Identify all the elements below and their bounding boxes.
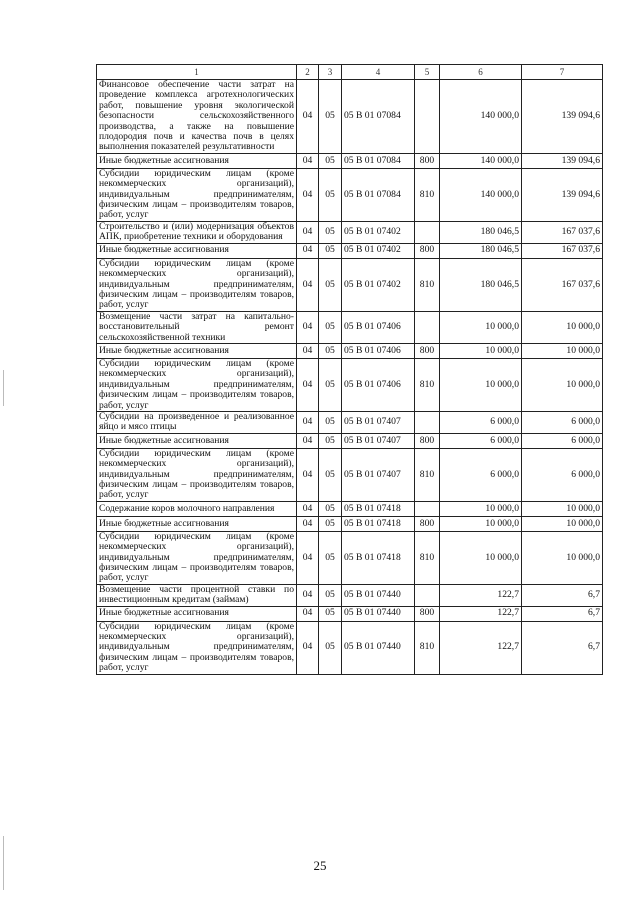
amount-planned-cell: 10 000,0 <box>440 358 522 411</box>
subsection-cell: 05 <box>319 358 342 411</box>
subsection-cell: 05 <box>319 153 342 168</box>
amount-executed-cell: 6 000,0 <box>522 448 603 501</box>
row-name-cell: Субсидии на произведенное и реализованное яйцо и мясо птицы <box>97 411 297 433</box>
row-name-cell: Иные бюджетные ассигнования <box>97 243 297 258</box>
target-article-cell: 05 В 01 07440 <box>342 584 415 606</box>
row-name-cell: Иные бюджетные ассигнования <box>97 343 297 358</box>
column-header: 1 <box>97 65 297 80</box>
amount-executed-cell: 10 000,0 <box>522 311 603 343</box>
expense-type-cell <box>415 584 440 606</box>
target-article-cell: 05 В 01 07407 <box>342 411 415 433</box>
amount-planned-cell: 10 000,0 <box>440 516 522 531</box>
amount-executed-cell: 10 000,0 <box>522 501 603 516</box>
subsection-cell: 05 <box>319 501 342 516</box>
expense-type-cell: 800 <box>415 606 440 621</box>
expense-type-cell <box>415 221 440 243</box>
target-article-cell: 05 В 01 07407 <box>342 448 415 501</box>
target-article-cell: 05 В 01 07440 <box>342 606 415 621</box>
amount-planned-cell: 180 046,5 <box>440 221 522 243</box>
table-row <box>97 168 603 221</box>
expense-type-cell: 800 <box>415 153 440 168</box>
amount-executed-cell: 6 000,0 <box>522 411 603 433</box>
section-cell: 04 <box>297 448 319 501</box>
amount-executed-cell: 139 094,6 <box>522 153 603 168</box>
target-article-cell: 05 В 01 07407 <box>342 433 415 448</box>
target-article-cell: 05 В 01 07402 <box>342 258 415 311</box>
expense-type-cell <box>415 311 440 343</box>
amount-executed-cell: 6,7 <box>522 621 603 674</box>
amount-planned-cell: 10 000,0 <box>440 311 522 343</box>
column-header: 5 <box>415 65 440 80</box>
subsection-cell: 05 <box>319 311 342 343</box>
amount-executed-cell: 167 037,6 <box>522 243 603 258</box>
table-row <box>97 501 603 516</box>
row-name-cell: Иные бюджетные ассигнования <box>97 606 297 621</box>
row-name-cell: Субсидии юридическим лицам (кроме некоммерческих организаций), индивидуальным предпринимателям, физическим лицам – производителям товаров, работ, услуг <box>97 621 297 674</box>
expense-type-cell: 810 <box>415 621 440 674</box>
subsection-cell: 05 <box>319 80 342 154</box>
row-name-cell: Возмещение части процентной ставки по инвестиционным кредитам (займам) <box>97 584 297 606</box>
expense-type-cell: 810 <box>415 258 440 311</box>
table-row <box>97 411 603 433</box>
row-name-cell: Субсидии юридическим лицам (кроме некоммерческих организаций), индивидуальным предпринимателям, физическим лицам – производителям товаров, работ, услуг <box>97 531 297 584</box>
expense-type-cell: 800 <box>415 343 440 358</box>
amount-executed-cell: 10 000,0 <box>522 343 603 358</box>
scan-mark <box>3 836 4 890</box>
budget-table <box>96 64 603 675</box>
subsection-cell: 05 <box>319 433 342 448</box>
subsection-cell: 05 <box>319 584 342 606</box>
target-article-cell: 05 В 01 07084 <box>342 80 415 154</box>
column-header: 4 <box>342 65 415 80</box>
column-header: 3 <box>319 65 342 80</box>
section-cell: 04 <box>297 606 319 621</box>
table-body <box>97 80 603 675</box>
row-name-cell: Иные бюджетные ассигнования <box>97 433 297 448</box>
table-row <box>97 516 603 531</box>
header-row <box>97 65 603 80</box>
table-row <box>97 606 603 621</box>
table-row <box>97 153 603 168</box>
target-article-cell: 05 В 01 07084 <box>342 168 415 221</box>
amount-executed-cell: 10 000,0 <box>522 358 603 411</box>
column-header: 2 <box>297 65 319 80</box>
amount-planned-cell: 180 046,5 <box>440 258 522 311</box>
subsection-cell: 05 <box>319 343 342 358</box>
row-name-cell: Субсидии юридическим лицам (кроме некоммерческих организаций), индивидуальным предпринимателям, физическим лицам – производителям товаров, работ, услуг <box>97 258 297 311</box>
section-cell: 04 <box>297 411 319 433</box>
scan-mark <box>3 370 4 406</box>
section-cell: 04 <box>297 501 319 516</box>
subsection-cell: 05 <box>319 621 342 674</box>
target-article-cell: 05 В 01 07406 <box>342 358 415 411</box>
section-cell: 04 <box>297 531 319 584</box>
table-row <box>97 448 603 501</box>
amount-planned-cell: 6 000,0 <box>440 448 522 501</box>
amount-planned-cell: 10 000,0 <box>440 531 522 584</box>
table-row <box>97 80 603 154</box>
column-header: 6 <box>440 65 522 80</box>
section-cell: 04 <box>297 343 319 358</box>
row-name-cell: Возмещение части затрат на капитально-восстановительный ремонт сельскохозяйственной техники <box>97 311 297 343</box>
amount-planned-cell: 6 000,0 <box>440 411 522 433</box>
amount-planned-cell: 140 000,0 <box>440 80 522 154</box>
subsection-cell: 05 <box>319 168 342 221</box>
table-row <box>97 433 603 448</box>
section-cell: 04 <box>297 584 319 606</box>
row-name-cell: Содержание коров молочного направления <box>97 501 297 516</box>
section-cell: 04 <box>297 433 319 448</box>
expense-type-cell: 810 <box>415 531 440 584</box>
row-name-cell: Иные бюджетные ассигнования <box>97 516 297 531</box>
subsection-cell: 05 <box>319 221 342 243</box>
column-header: 7 <box>522 65 603 80</box>
subsection-cell: 05 <box>319 606 342 621</box>
amount-executed-cell: 10 000,0 <box>522 531 603 584</box>
page-number: 25 <box>313 858 327 873</box>
target-article-cell: 05 В 01 07418 <box>342 516 415 531</box>
target-article-cell: 05 В 01 07406 <box>342 343 415 358</box>
table-row <box>97 258 603 311</box>
amount-executed-cell: 10 000,0 <box>522 516 603 531</box>
table-row <box>97 358 603 411</box>
row-name-cell: Иные бюджетные ассигнования <box>97 153 297 168</box>
row-name-cell: Субсидии юридическим лицам (кроме некоммерческих организаций), индивидуальным предпринимателям, физическим лицам – производителям товаров, работ, услуг <box>97 358 297 411</box>
section-cell: 04 <box>297 243 319 258</box>
row-name-cell: Субсидии юридическим лицам (кроме некоммерческих организаций), индивидуальным предпринимателям, физическим лицам – производителям товаров, работ, услуг <box>97 168 297 221</box>
amount-planned-cell: 6 000,0 <box>440 433 522 448</box>
amount-executed-cell: 167 037,6 <box>522 258 603 311</box>
amount-executed-cell: 6 000,0 <box>522 433 603 448</box>
target-article-cell: 05 В 01 07406 <box>342 311 415 343</box>
section-cell: 04 <box>297 168 319 221</box>
expense-type-cell <box>415 501 440 516</box>
expense-type-cell <box>415 80 440 154</box>
section-cell: 04 <box>297 621 319 674</box>
amount-executed-cell: 139 094,6 <box>522 80 603 154</box>
expense-type-cell: 810 <box>415 448 440 501</box>
amount-executed-cell: 167 037,6 <box>522 221 603 243</box>
section-cell: 04 <box>297 358 319 411</box>
amount-planned-cell: 10 000,0 <box>440 501 522 516</box>
table-row <box>97 584 603 606</box>
amount-executed-cell: 6,7 <box>522 584 603 606</box>
subsection-cell: 05 <box>319 448 342 501</box>
subsection-cell: 05 <box>319 516 342 531</box>
expense-type-cell: 810 <box>415 168 440 221</box>
table-row <box>97 311 603 343</box>
target-article-cell: 05 В 01 07084 <box>342 153 415 168</box>
section-cell: 04 <box>297 221 319 243</box>
subsection-cell: 05 <box>319 258 342 311</box>
amount-planned-cell: 140 000,0 <box>440 168 522 221</box>
amount-planned-cell: 140 000,0 <box>440 153 522 168</box>
subsection-cell: 05 <box>319 411 342 433</box>
section-cell: 04 <box>297 153 319 168</box>
table-row <box>97 621 603 674</box>
row-name-cell: Строительство и (или) модернизация объектов АПК, приобретение техники и оборудования <box>97 221 297 243</box>
amount-planned-cell: 180 046,5 <box>440 243 522 258</box>
section-cell: 04 <box>297 80 319 154</box>
target-article-cell: 05 В 01 07418 <box>342 501 415 516</box>
target-article-cell: 05 В 01 07402 <box>342 221 415 243</box>
expense-type-cell: 810 <box>415 358 440 411</box>
subsection-cell: 05 <box>319 531 342 584</box>
target-article-cell: 05 В 01 07440 <box>342 621 415 674</box>
table-row <box>97 531 603 584</box>
section-cell: 04 <box>297 516 319 531</box>
table-row <box>97 221 603 243</box>
target-article-cell: 05 В 01 07418 <box>342 531 415 584</box>
expense-type-cell: 800 <box>415 433 440 448</box>
amount-planned-cell: 122,7 <box>440 584 522 606</box>
amount-planned-cell: 122,7 <box>440 606 522 621</box>
expense-type-cell <box>415 411 440 433</box>
row-name-cell: Финансовое обеспечение части затрат на проведение комплекса агротехнологических работ, повышение уровня экологической безопасности сельскохозяйственного производства, а также на повышение плодородия почв и качества почв в целях выполнения показателей результативности <box>97 80 297 154</box>
amount-planned-cell: 122,7 <box>440 621 522 674</box>
table-row <box>97 243 603 258</box>
section-cell: 04 <box>297 311 319 343</box>
expense-type-cell: 800 <box>415 516 440 531</box>
expense-type-cell: 800 <box>415 243 440 258</box>
amount-executed-cell: 139 094,6 <box>522 168 603 221</box>
target-article-cell: 05 В 01 07402 <box>342 243 415 258</box>
table-row <box>97 343 603 358</box>
amount-planned-cell: 10 000,0 <box>440 343 522 358</box>
section-cell: 04 <box>297 258 319 311</box>
row-name-cell: Субсидии юридическим лицам (кроме некоммерческих организаций), индивидуальным предпринимателям, физическим лицам – производителям товаров, работ, услуг <box>97 448 297 501</box>
subsection-cell: 05 <box>319 243 342 258</box>
amount-executed-cell: 6,7 <box>522 606 603 621</box>
